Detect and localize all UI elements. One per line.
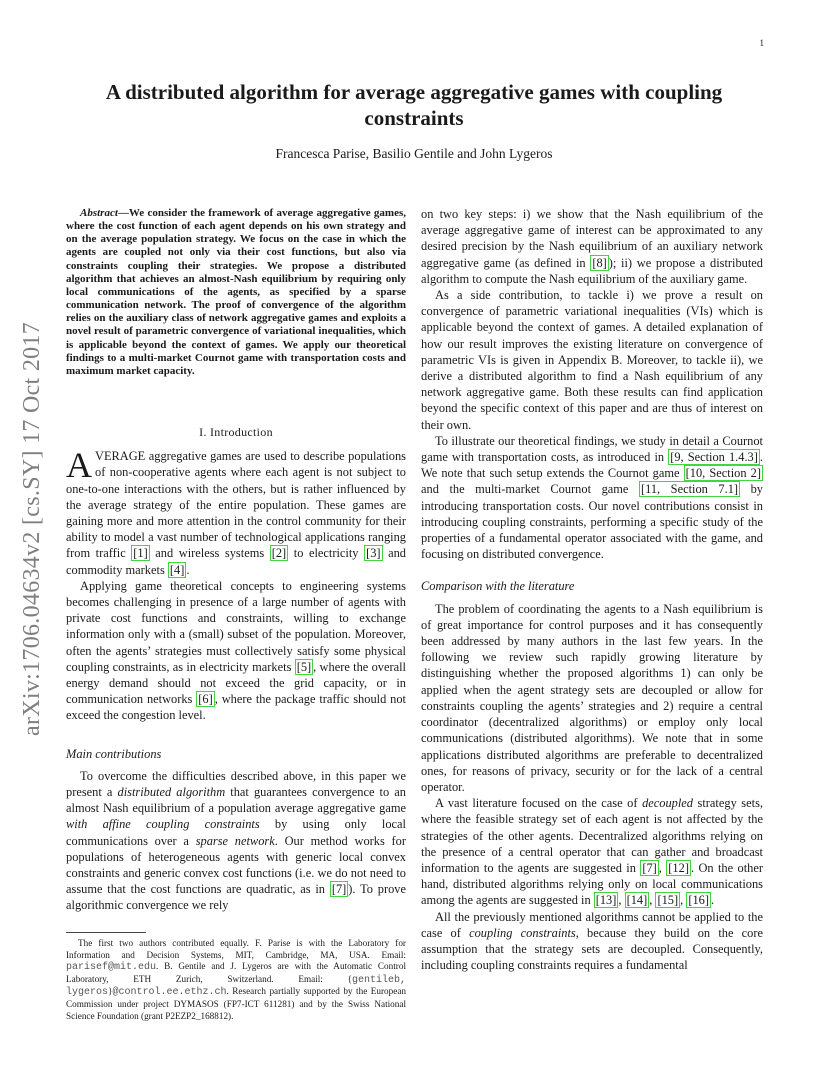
author-list: Francesca Parise, Basilio Gentile and John Lygeros xyxy=(275,146,553,161)
emphasis: with affine coupling constraints xyxy=(66,817,260,832)
citation-link[interactable]: [12] xyxy=(668,860,689,875)
citation-link[interactable]: [16] xyxy=(688,893,709,908)
citation-link[interactable]: [9, Section 1.4.3] xyxy=(670,450,758,465)
text-run: . xyxy=(186,562,190,577)
text-run: and commodity markets xyxy=(66,546,406,577)
text-run: on two key steps: i) we show that the Nash equilibrium of the average aggregative game of interest can be approximated to any desired precision by the Nash equilibrium of an auxiliary network aggregative game (as defined in xyxy=(421,207,763,270)
left-column-body xyxy=(66,424,406,914)
text-run: , where the package traffic should not exceed the congestion level. xyxy=(66,692,406,723)
section-heading-introduction: I. Introduction xyxy=(199,425,273,439)
citation-link[interactable]: [5] xyxy=(296,659,312,674)
citation-link[interactable]: [6] xyxy=(198,692,213,707)
citation-link[interactable]: [1] xyxy=(133,546,148,561)
citation-link[interactable]: [14] xyxy=(626,893,648,908)
citation-link[interactable]: [8] xyxy=(592,255,607,270)
literature-paragraph-3 xyxy=(421,909,763,974)
text-run: . We note that such setup extends the Cournot game xyxy=(421,450,763,481)
literature-paragraph-1: The problem of coordinating the agents to a Nash equilibrium is of great importance for control purposes and it has consequently been addressed by many authors in the last few years. In the following we review such rapidly growing literature by distinguishing whether the proposed algorithms 1) can only be applied when the agent strategy sets are decoupled or allow for constraints coupling the agents’ strategies and 2) require a central coordinator (decentralized algorithms) or employ only local communications (distributed algorithms). We note that in some applications distributed algorithms are preferable to decentralized ones, for reasons of privacy, security or for the lack of a central operator. xyxy=(421,601,763,794)
text-run: VERAGE aggregative games are used to describe populations of non-cooperative agents where each agent is not subject to one-to-one interactions with the others, but is rather influenced by the average strategy of the entire population. These games are gaining more and more attention in the control community for their ability to model a vast number of technological applications ranging from traffic xyxy=(66,449,406,561)
text-run: All the previously mentioned algorithms cannot be applied to the case of xyxy=(421,909,763,940)
text-run: . B. Gentile and J. Lygeros are with the Automatic Control Laboratory, ETH Zurich, Switzerland. Email: { xyxy=(66,961,406,984)
text-run: . Research partially supported by the European Commission under project DYMASOS (FP7-ICT 611281) and by the Swiss National Science Foundation (grant P2EZP2_168812). xyxy=(66,986,406,1021)
contributions-continued-paragraph xyxy=(421,206,763,287)
footnote-rule xyxy=(66,932,146,933)
text-run: . xyxy=(710,893,715,908)
arxiv-identifier: arXiv:1706.04634v2 [cs.SY] 17 Oct 2017 xyxy=(19,321,45,736)
intro-paragraph-1 xyxy=(66,445,406,578)
text-run: strategy sets, where the feasible strategy set of each agent is not affected by the strategies of the other agents. Decentralized algorithms relying on the presence of a central operator that can gather and broadcast information to the agents are suggested in xyxy=(421,796,763,875)
text-run: The first two authors contributed equally. F. Parise is with the Laboratory for Information and Decision Systems, MIT, Cambridge, MA, USA. Email: xyxy=(66,938,406,960)
citation-link[interactable]: [2] xyxy=(271,546,287,561)
right-column-body xyxy=(421,206,763,973)
text-run: ); ii) we propose a distributed algorithm to compute the Nash equilibrium of the auxiliary game. xyxy=(421,255,763,286)
footnote xyxy=(66,938,406,1022)
emphasis: sparse network xyxy=(195,833,275,848)
literature-paragraph-2: A vast literature focused on the case of decoupled strategy sets, where the feasible strategy set of each agent is not affected by the strategies of the other agents. Decentralized algorithms relying on the presence of a central operator that can gather and broadcast information to the agents are suggested in [7] , [12] . On the other hand, distributed algorithms relying only on local communications among the agents are suggested in [13] , [14] , [15] , [16] . xyxy=(421,796,763,908)
text-run: A vast literature focused on the case of xyxy=(435,796,643,811)
citation-link[interactable]: [3] xyxy=(366,546,381,561)
text-run: by introducing transportation costs. Our novel contributions consist in introducing coupling constraints, performing a specific study of the properties of a fundamental operator associated with the game, and focusing on distributed convergence. xyxy=(421,482,763,562)
text-run: , because they build on the core assumption that the strategy sets are decoupled. Consequently, including coupling constraints requires a fundamental xyxy=(421,925,763,973)
text-run: to electricity xyxy=(288,546,365,561)
citation-link[interactable]: [10, Section 2] xyxy=(685,466,761,481)
abstract xyxy=(66,207,406,378)
side-contribution-paragraph: As a side contribution, to tackle i) we prove a result on convergence of parametric variational inequalities (VIs) which is applicable beyond the context of games. A detailed explanation of how our result improves the existing literature on convergence of parametric VIs is given in Appendix B. Moreover, to tackle ii), we derive a distributed algorithm to find a Nash equilibrium of any network aggregative game. Both these results can find application beyond the specific context of this paper and are thus of interest on their own. xyxy=(421,288,763,432)
paper-title: A distributed algorithm for average aggregative games with coupling constraints xyxy=(105,80,723,130)
emphasis: decoupled xyxy=(642,796,693,811)
emphasis: distributed algorithm xyxy=(117,785,226,800)
page-number: 1 xyxy=(759,38,764,48)
email-link[interactable]: parisef@mit.edu xyxy=(66,962,157,974)
text-run: . On the other hand, distributed algorithms relying only on local communications among the agents are suggested in xyxy=(421,860,763,908)
citation-link[interactable]: [7] xyxy=(331,882,347,897)
citation-link[interactable]: [13] xyxy=(595,893,617,908)
citation-link[interactable]: [4] xyxy=(169,562,185,577)
subsection-heading-main-contributions: Main contributions xyxy=(66,746,162,761)
text-run: and the multi-market Cournot game xyxy=(421,482,639,497)
text-run: } xyxy=(108,986,113,997)
abstract-text: —We consider the framework of average aggregative games, where the cost function of each agent depends on his own strategy and on the average population strategy. We focus on the case in which the agents are coupled not only via their cost functions, but also via constraints coupling their strategies. We propose a distributed algorithm that achieves an almost-Nash equilibrium by requiring only local communications of the agents, as specified by a sparse communication network. The proof of convergence of the algorithm relies on the auxiliary class of network aggregative games and exploits a novel result of parametric convergence of variational inequalities, which is applicable beyond the context of games. We apply our theoretical findings to a multi-market Cournot game with transportation costs and maximum market capacity. xyxy=(66,207,406,377)
abstract-label: Abstract xyxy=(80,207,118,219)
citation-link[interactable]: [11, Section 7.1] xyxy=(640,482,739,497)
email-link[interactable]: gentileb, lygeros xyxy=(66,974,406,999)
text-run: , where the overall energy demand should not exceed the grid capacity, or in communication networks xyxy=(66,659,406,707)
subsection-heading-comparison: Comparison with the literature xyxy=(421,579,575,594)
main-contributions-paragraph xyxy=(66,768,406,914)
text-run: To illustrate our theoretical findings, we study in detail a Cournot game with transportation costs, as introduced in xyxy=(421,433,763,465)
cournot-paragraph xyxy=(421,433,763,563)
text-run: and wireless systems xyxy=(149,546,270,561)
intro-paragraph-2 xyxy=(66,578,406,724)
text-run: To overcome the difficulties described above, in this paper we present a xyxy=(66,768,406,800)
text-run: by using only local communications over a xyxy=(66,817,406,848)
text-run: Applying game theoretical concepts to engineering systems becomes challenging in presence of a large number of agents with private cost functions and constraints, willing to exchange information only with a (small) subset of the population. Moreover, often the agents’ strategies must collectively satisfy some physical coupling constraints, as in electricity markets xyxy=(66,578,406,674)
emphasis: coupling constraints xyxy=(469,925,576,940)
drop-cap: A xyxy=(66,445,92,486)
email-link[interactable]: @control.ee.ethz.ch xyxy=(112,987,227,999)
citation-link[interactable]: [15] xyxy=(657,893,679,908)
text-run: . Our method works for populations of heterogeneous agents with generic local convex constraints and generic convex cost functions (i.e. we do not need to assume that the cost functions are quadratic, as in xyxy=(66,833,406,897)
text-run: that guarantees convergence to an almost Nash equilibrium of a population average aggregative game xyxy=(66,785,406,816)
citation-link[interactable]: [7] xyxy=(642,860,657,875)
text-run: ). To prove algorithmic convergence we rely xyxy=(66,882,406,913)
footnote-text xyxy=(66,938,406,1022)
